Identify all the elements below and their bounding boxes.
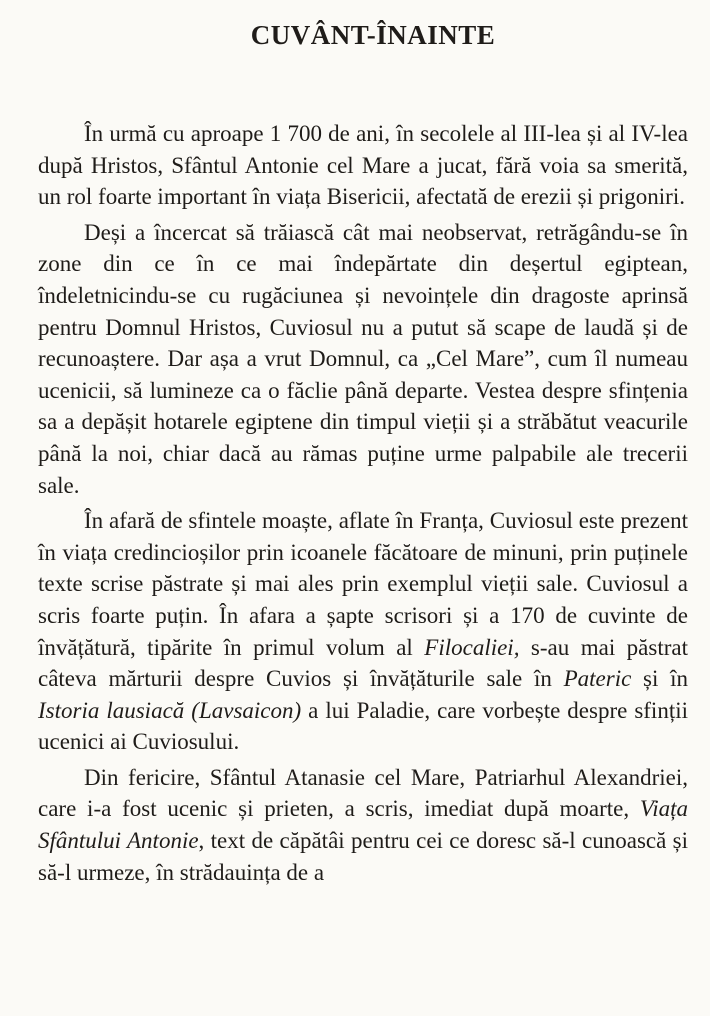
body-text xyxy=(38,118,688,888)
chapter-title: CUVÂNT-ÎNAINTE xyxy=(250,20,496,50)
book-page xyxy=(0,16,710,1016)
paragraph-1 xyxy=(38,118,688,213)
pateric-title: Pateric xyxy=(563,666,632,692)
lausiaca-title: Istoria lausiacă (Lavsaicon) xyxy=(38,697,302,723)
paragraph-3 xyxy=(38,505,688,758)
paragraph-2-text: Deși a încercat să trăiască cât mai neobservat, retrăgându-se în zone din ce în ce mai îndepărtate din deșertul egiptean, îndeletnicindu-se cu rugăciunea și nevoințele din dragoste aprinsă pentru Domnul Hristos, Cuviosul nu a putut să scape de laudă și de recunoaștere. Dar așa a vrut Domnul, ca „Cel Mare”, cum îl numeau ucenicii, să lumineze ca o făclie până departe. Vestea despre sfințenia sa a depășit hotarele egiptene din timpul vieții și a străbătut veacurile până la noi, chiar dacă au rămas puține urme palpabile ale trecerii sale. xyxy=(38,219,688,498)
paragraph-4 xyxy=(38,762,688,888)
viata-title: Viața Sfântului Antonie xyxy=(38,796,688,854)
paragraph-1-text: În urmă cu aproape 1 700 de ani, în secolele al III-lea și al IV-lea după Hristos, Sfântul Antonie cel Mare a jucat, fără voia sa smerită, un rol foarte important în viața Bisericii, afectată de erezii și prigoniri. xyxy=(38,121,688,210)
paragraph-2 xyxy=(38,217,688,501)
filocaliei-title: Filocaliei, xyxy=(424,634,520,660)
paragraph-4-text-b: , text de căpătâi pentru cei ce doresc să-l cunoască și să-l urmeze, în strădauința de a xyxy=(38,828,689,885)
paragraph-3-text-d: a lui Paladie, care vorbește despre sfinții ucenici ai Cuviosului. xyxy=(38,697,688,755)
paragraph-3-text-c: și în xyxy=(631,666,689,692)
paragraph-3-text-b: s-au mai păstrat câteva mărturii despre Cuvios și învățăturile sale în xyxy=(38,634,688,692)
paragraph-4-text-a: Din fericire, Sfântul Atanasie cel Mare, Patriarhul Alexandriei, care i-a fost ucenic și prieten, a scris, imediat după moarte, xyxy=(38,764,688,822)
paragraph-3-text-a: În afară de sfintele moaște, aflate în Franța, Cuviosul este prezent în viața credincioșilor prin icoanele făcătoare de minuni, prin puținele texte scrise păstrate și mai ales prin exemplul vieții sale. Cuviosul a scris foarte puțin. În afara a șapte scrisori și a 170 de cuvinte de învățătură, tipărite în primul volum al xyxy=(38,508,688,660)
